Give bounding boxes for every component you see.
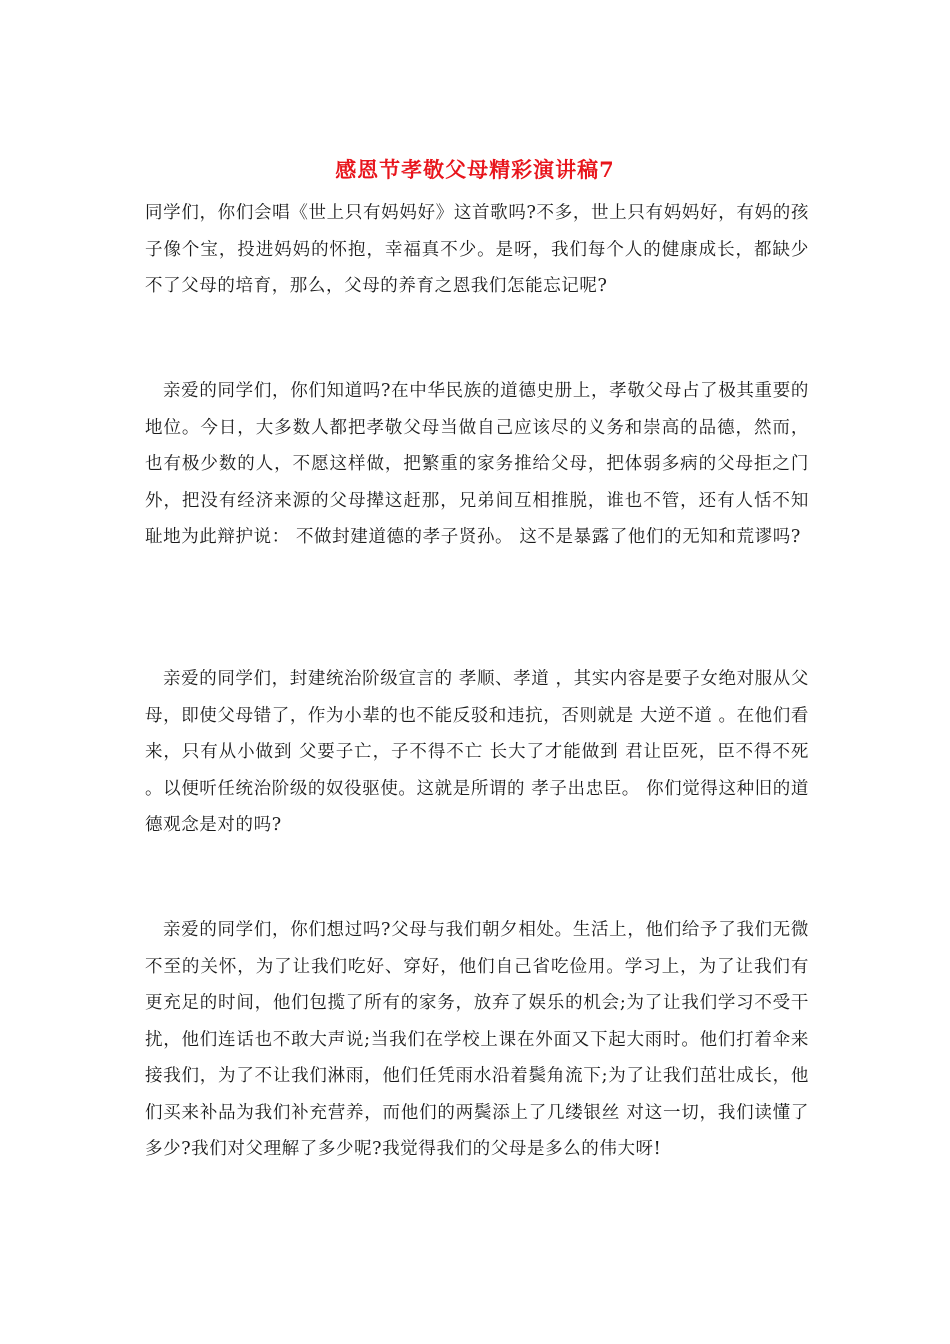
paragraph-parents-sacrifice: 亲爱的同学们，你们想过吗?父母与我们朝夕相处。生活上，他们给予了我们无微不至的关怀，为了让我们吃好、穿好，他们自己省吃俭用。学习上，为了让我们有更充足的时间，他们包揽了所有的家务，放弃了娱乐的机会;为了让我们学习不受干扰，他们连话也不敢大声说;当我们在学校上课在外面又下起大雨时。他们打着伞来接我们，为了不让我们淋雨，他们任凭雨水沿着鬓角流下;为了让我们茁壮成长，他们买来补品为我们补充营养，而他们的两鬓添上了几缕银丝 对这一切，我们读懂了多少?我们对父理解了多少呢?我觉得我们的父母是多么的伟大呀!	[145, 920, 809, 1159]
paragraph-intro: 同学们，你们会唱《世上只有妈妈好》这首歌吗?不多，世上只有妈妈好，有妈的孩子像个宝，投进妈妈的怀抱，幸福真不少。是呀，我们每个人的健康成长，都缺少不了父母的培育，那么，父母的养育之恩我们怎能忘记呢?	[145, 203, 809, 296]
document-title: 感恩节孝敬父母精彩演讲稿7	[335, 157, 615, 182]
paragraph-feudal-morality: 亲爱的同学们，封建统治阶级宣言的 孝顺、孝道 ，其实内容是要子女绝对服从父母，即使父母错了，作为小辈的也不能反驳和违抗，否则就是 大逆不道 。在他们看来，只有从小做到 父要子亡，子不得不亡 长大了才能做到 君让臣死，臣不得不死 。以便听任统治阶级的奴役驱使。这就是所谓的 孝子出忠臣。 你们觉得这种旧的道德观念是对的吗?	[145, 669, 809, 835]
paragraph-filial-importance: 亲爱的同学们，你们知道吗?在中华民族的道德史册上，孝敬父母占了极其重要的地位。今日，大多数人都把孝敬父母当做自己应该尽的义务和崇高的品德，然而，也有极少数的人，不愿这样做，把繁重的家务推给父母，把体弱多病的父母拒之门外，把没有经济来源的父母撵这赶那，兄弟间互相推脱，谁也不管，还有人恬不知耻地为此辩护说： 不做封建道德的孝子贤孙。 这不是暴露了他们的无知和荒谬吗?	[145, 381, 809, 547]
